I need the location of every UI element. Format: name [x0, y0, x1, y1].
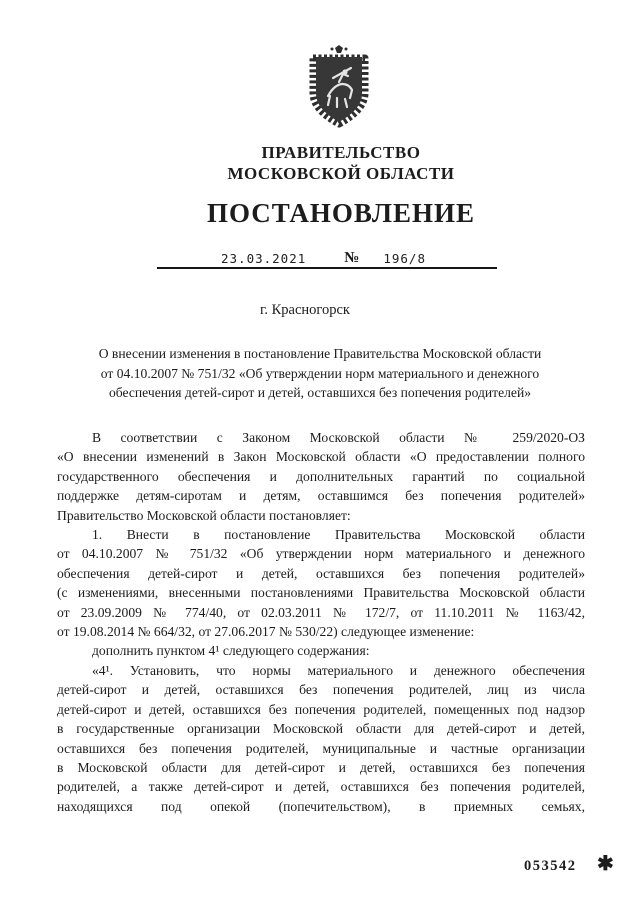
decree-number: 196/8 — [383, 251, 426, 266]
org-name-line2: МОСКОВСКОЙ ОБЛАСТИ — [227, 164, 455, 183]
body-line: родителей, а также детей-сирот и детей, оставшихся без попечения родителей, — [57, 779, 585, 795]
registration-barcode-number: 053542 — [524, 858, 577, 874]
decree-date: 23.03.2021 — [221, 251, 307, 266]
body-line: дополнить пунктом 4¹ следующего содержания: — [92, 643, 370, 659]
org-name-line1: ПРАВИТЕЛЬСТВО — [261, 143, 421, 162]
body-line: в Московской области для детей-сирот и детей, оставшихся без попечения — [57, 759, 585, 775]
body-line: детей-сирот и детей, оставшихся без попечения родителей, лиц из числа — [57, 682, 585, 698]
body-line: обеспечения детей-сирот и детей, оставшихся без попечения родителей» — [57, 565, 585, 581]
body-line: В соответствии с Законом Московской области № 259/2020-ОЗ — [92, 430, 585, 445]
asterisk-mark-icon: ✱ — [597, 853, 614, 875]
registration-line — [157, 245, 497, 269]
body-line: находящихся под опекой (попечительством), в приемных семьях, — [57, 798, 585, 814]
doc-title — [40, 344, 600, 403]
body-line: Правительство Московской области постановляет: — [57, 507, 351, 523]
issuing-authority — [21, 142, 640, 184]
body-line: 1. Внести в постановление Правительства Московской области — [92, 527, 585, 543]
body-line: от 04.10.2007 № 751/32 «Об утверждении норм материального и денежного — [57, 546, 585, 562]
document-body — [57, 428, 585, 816]
body-line: в государственные организации Московской области для детей-сирот и детей, — [57, 721, 585, 737]
body-line: «О внесении изменений в Закон Московской области «О предоставлении полного — [57, 449, 585, 465]
body-line: оставшихся без попечения родителей, муниципальные и частные организации — [57, 740, 585, 756]
doc-title-line: обеспечения детей-сирот и детей, оставшихся без попечения родителей» — [108, 385, 532, 401]
city-label: г. Красногорск — [260, 302, 350, 318]
number-sign: № — [344, 250, 360, 266]
body-line: (с изменениями, внесенными постановлениями Правительства Московской области — [57, 585, 585, 601]
document-type-heading: ПОСТАНОВЛЕНИЕ — [206, 198, 476, 228]
body-line: от 23.09.2009 № 774/40, от 02.03.2011 № 172/7, от 11.10.2011 № 1163/42, — [57, 604, 585, 620]
moscow-oblast-coat-of-arms-icon — [304, 44, 374, 133]
body-line: детей-сирот и детей, оставшихся без попечения родителей, помещенных под надзор — [57, 701, 585, 717]
doc-title-line: от 04.10.2007 № 751/32 «Об утверждении норм материального и денежного — [100, 365, 540, 381]
doc-title-line: О внесении изменения в постановление Правительства Московской области — [98, 346, 542, 361]
body-line: «4¹. Установить, что нормы материального и денежного обеспечения — [92, 662, 585, 678]
body-line: поддержке детям-сиротам и детям, оставшимся без попечения родителей» — [57, 488, 585, 504]
body-line: государственного обеспечения и дополнительных гарантий по социальной — [57, 468, 585, 484]
body-line: от 19.08.2014 № 664/32, от 27.06.2017 № 530/22) следующее изменение: — [57, 624, 475, 640]
